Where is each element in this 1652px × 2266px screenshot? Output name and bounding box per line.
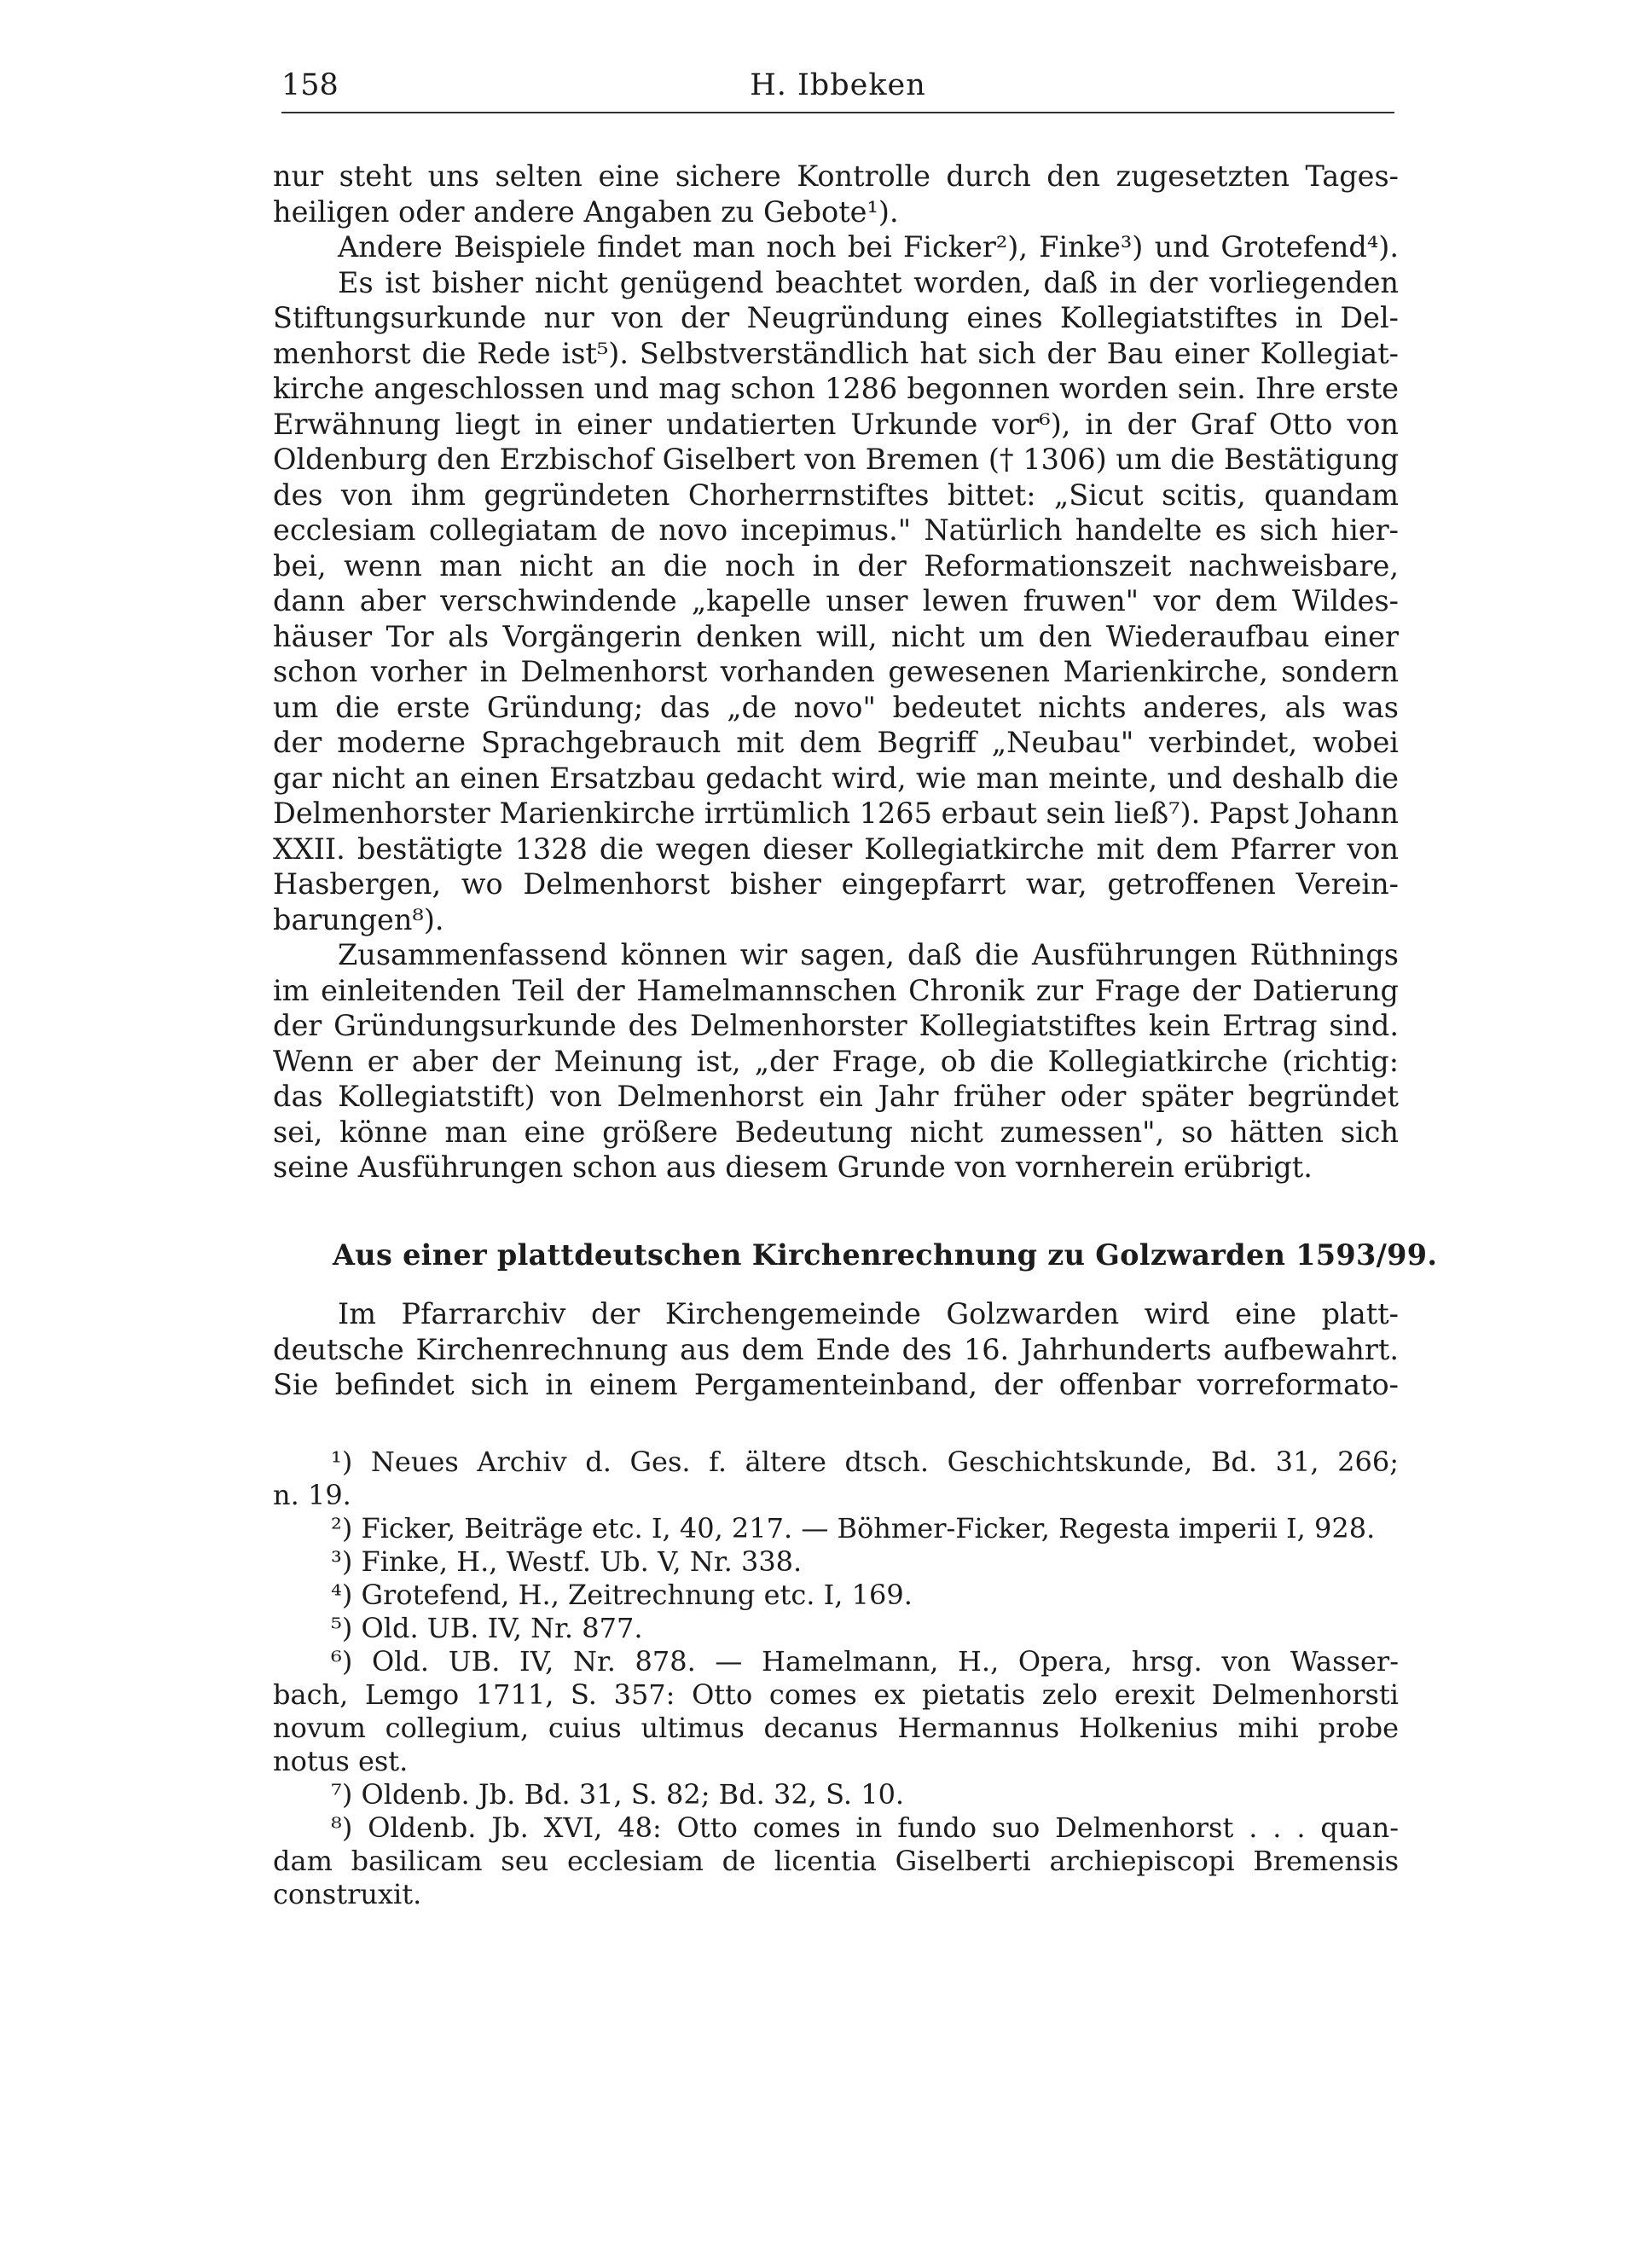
body-line: barungen⁸). bbox=[273, 902, 444, 936]
body-text bbox=[273, 159, 1399, 1185]
body-line: menhorst die Rede ist⁵). Selbstverständlich hat sich der Bau einer Kollegiat- bbox=[273, 336, 1399, 370]
body-line: gar nicht an einen Ersatzbau gedacht wird, wie man meinte, und deshalb die bbox=[273, 761, 1399, 795]
body-line: Erwähnung liegt in einer undatierten Urkunde vor⁶), in der Graf Otto von bbox=[273, 407, 1399, 441]
body-line: des von ihm gegründeten Chorherrnstiftes bittet: „Sicut scitis, quandam bbox=[273, 478, 1399, 512]
body-line: seine Ausführungen schon aus diesem Grunde von vornherein erübrigt. bbox=[273, 1150, 1313, 1184]
footnote-line: novum collegium, cuius ultimus decanus Hermannus Holkenius mihi probe bbox=[273, 1712, 1399, 1744]
footnote-line: dam basilicam seu ecclesiam de licentia Giselberti archiepiscopi Bremensis bbox=[273, 1845, 1399, 1877]
body-line: Wenn er aber der Meinung ist, „der Frage, ob die Kollegiatkirche (richtig: bbox=[273, 1044, 1399, 1078]
running-head: H. Ibbeken bbox=[750, 68, 926, 102]
footnote-line: ¹) Neues Archiv d. Ges. f. ältere dtsch. Geschichtskunde, Bd. 31, 266; bbox=[331, 1446, 1399, 1478]
footnote-line: ⁸) Oldenb. Jb. XVI, 48: Otto comes in fundo suo Delmenhorst . . . quan- bbox=[331, 1811, 1399, 1844]
section-line: Im Pfarrarchiv der Kirchengemeinde Golzwarden wird eine platt- bbox=[338, 1297, 1399, 1330]
body-line: heiligen oder andere Angaben zu Gebote¹). bbox=[273, 194, 899, 229]
section-line: deutsche Kirchenrechnung aus dem Ende des 16. Jahrhunderts aufbewahrt. bbox=[273, 1332, 1399, 1366]
body-line: bei, wenn man nicht an die noch in der Reformationszeit nachweisbare, bbox=[273, 548, 1399, 582]
body-line: Stiftungsurkunde nur von der Neugründung eines Kollegiatstiftes in Del- bbox=[273, 301, 1399, 334]
footnote-line: bach, Lemgo 1711, S. 357: Otto comes ex pietatis zelo erexit Delmenhorsti bbox=[273, 1678, 1399, 1711]
body-line: im einleitenden Teil der Hamelmannschen Chronik zur Frage der Datierung bbox=[273, 973, 1399, 1007]
body-line: das Kollegiatstift) von Delmenhorst ein Jahr früher oder später begründet bbox=[273, 1080, 1399, 1113]
body-line: dann aber verschwindende „kapelle unser lewen fruwen" vor dem Wildes- bbox=[273, 584, 1399, 617]
footnote-line: ⁴) Grotefend, H., Zeitrechnung etc. I, 169. bbox=[331, 1579, 913, 1611]
body-line: Es ist bisher nicht genügend beachtet worden, daß in der vorliegenden bbox=[338, 265, 1399, 299]
body-line: sei, könne man eine größere Bedeutung nicht zumessen", so hätten sich bbox=[273, 1115, 1399, 1149]
body-line: Andere Beispiele findet man noch bei Ficker²), Finke³) und Grotefend⁴). bbox=[338, 230, 1399, 264]
footnote-line: ⁵) Old. UB. IV, Nr. 877. bbox=[331, 1612, 643, 1644]
footnote-line: notus est. bbox=[273, 1745, 409, 1777]
footnote-line: ⁶) Old. UB. IV, Nr. 878. — Hamelmann, H., Opera, hrsg. von Wasser- bbox=[331, 1645, 1399, 1678]
body-line: der Gründungsurkunde des Delmenhorster Kollegiatstiftes kein Ertrag sind. bbox=[273, 1009, 1399, 1042]
footnote-line: ⁷) Oldenb. Jb. Bd. 31, S. 82; Bd. 32, S. 10. bbox=[331, 1778, 905, 1811]
body-line: Delmenhorster Marienkirche irrtümlich 1265 erbaut sein ließ⁷). Papst Johann bbox=[273, 797, 1399, 830]
page-header bbox=[281, 68, 1394, 107]
footnote-line: n. 19. bbox=[273, 1479, 351, 1511]
body-line: kirche angeschlossen und mag schon 1286 begonnen worden sein. Ihre erste bbox=[273, 372, 1399, 405]
footnotes bbox=[273, 1446, 1399, 1911]
body-line: um die erste Gründung; das „de novo" bedeutet nichts anderes, als was bbox=[273, 690, 1399, 724]
body-line: XXII. bestätigte 1328 die wegen dieser Kollegiatkirche mit dem Pfarrer von bbox=[273, 832, 1399, 866]
section-text bbox=[273, 1296, 1399, 1403]
page-number: 158 bbox=[281, 68, 339, 102]
body-line: Oldenburg den Erzbischof Giselbert von Bremen († 1306) um die Bestätigung bbox=[273, 443, 1399, 476]
body-line: ecclesiam collegiatam de novo incepimus." Natürlich handelte es sich hier- bbox=[273, 513, 1399, 547]
body-line: der moderne Sprachgebrauch mit dem Begriff „Neubau" verbindet, wobei bbox=[273, 726, 1399, 759]
body-line: schon vorher in Delmenhorst vorhanden gewesenen Marienkirche, sondern bbox=[273, 655, 1399, 688]
body-line: häuser Tor als Vorgängerin denken will, nicht um den Wiederaufbau einer bbox=[273, 619, 1399, 653]
footnote-line: construxit. bbox=[273, 1878, 422, 1910]
footnote-line: ³) Finke, H., Westf. Ub. V, Nr. 338. bbox=[331, 1545, 803, 1578]
section-line: Sie befindet sich in einem Pergamenteinband, der offenbar vorreformato- bbox=[273, 1368, 1399, 1401]
body-line: Zusammenfassend können wir sagen, daß die Ausführungen Rüthnings bbox=[338, 938, 1399, 971]
body-line: nur steht uns selten eine sichere Kontrolle durch den zugesetzten Tages- bbox=[273, 159, 1399, 193]
footnote-line: ²) Ficker, Beiträge etc. I, 40, 217. — Böhmer-Ficker, Regesta imperii I, 928. bbox=[331, 1512, 1376, 1544]
section-heading: Aus einer plattdeutschen Kirchenrechnung zu Golzwarden 1593/99. bbox=[333, 1238, 1438, 1272]
body-line: Hasbergen, wo Delmenhorst bisher eingepfarrt war, getroffenen Verein- bbox=[273, 867, 1399, 901]
header-rule bbox=[281, 112, 1394, 113]
